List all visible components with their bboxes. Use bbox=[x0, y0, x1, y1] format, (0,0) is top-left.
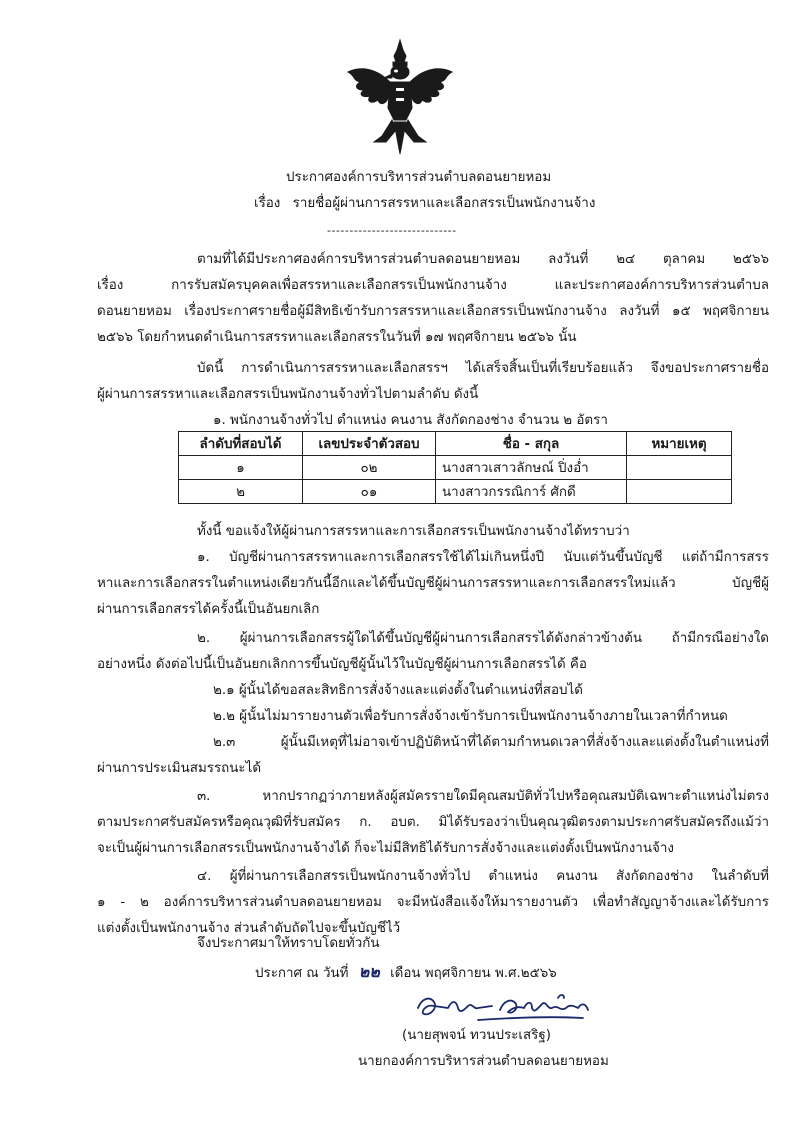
condition-2-3-line-1: ๒.๓ ผู้นั้นมีเหตุที่ไม่อาจเข้าปฏิบัติหน้าที่ได้ตามกำหนดเวลาที่สั่งจ้างและแต่งตั้งในตำแหน่งที่ bbox=[213, 735, 769, 750]
condition-3-line-1: ๓. หากปรากฏว่าภายหลังผู้สมัครรายใดมีคุณสมบัติทั่วไปหรือคุณสมบัติเฉพาะตำแหน่งไม่ตรง bbox=[197, 789, 769, 804]
intro-line-3: ดอนยายหอม เรื่องประกาศรายชื่อผู้มีสิทธิเข้ารับการสรรหาและเลือกสรรเป็นพนักงานจ้าง ลงวันที่ ๑๕ พฤศจิกายน bbox=[97, 304, 769, 319]
table-header-row bbox=[179, 432, 732, 456]
cell-exam-no: ๐๒ bbox=[303, 456, 436, 480]
conditions-intro: ทั้งนี้ ขอแจ้งให้ผู้ผ่านการสรรหาและการเลือกสรรเป็นพนักงานจ้างได้ทราบว่า bbox=[197, 524, 630, 539]
condition-2-2: ๒.๒ ผู้นั้นไม่มารายงานตัวเพื่อรับการสั่งจ้างเข้ารับการเป็นพนักงานจ้างภายในเวลาที่กำหนด bbox=[213, 709, 728, 724]
condition-4-line-3: แต่งตั้งเป็นพนักงานจ้าง ส่วนลำดับถัดไปจะขึ้นบัญชีไว้ bbox=[97, 921, 401, 936]
header-rank: ลำดับที่สอบได้ bbox=[179, 432, 303, 456]
intro-line-1: ตามที่ได้มีประกาศองค์การบริหารส่วนตำบลดอนยายหอม ลงวันที่ ๒๔ ตุลาคม ๒๕๖๖ bbox=[197, 252, 769, 267]
condition-2-line-2: อย่างหนึ่ง ดังต่อไปนี้เป็นอันยกเลิกการขึ้นบัญชีผู้นั้นไว้ในบัญชีผู้ผ่านการเลือกสรรได้ คือ bbox=[97, 657, 587, 672]
position-line: ๑. พนักงานจ้างทั่วไป ตำแหน่ง คนงาน สังกัดกองช่าง จำนวน ๒ อัตรา bbox=[213, 413, 608, 428]
cell-exam-no: ๐๑ bbox=[303, 480, 436, 504]
divider: ----------------------------- bbox=[327, 224, 457, 237]
condition-2-1: ๒.๑ ผู้นั้นได้ขอสละสิทธิการสั่งจ้างและแต่งตั้งในตำแหน่งที่สอบได้ bbox=[213, 683, 583, 698]
garuda-emblem-icon bbox=[346, 38, 454, 156]
now-line-2: ผู้ผ่านการสรรหาและเลือกสรรเป็นพนักงานจ้างทั่วไปตามลำดับ ดังนี้ bbox=[97, 387, 479, 402]
cell-name: นางสาวกรรณิการ์ ศักดี bbox=[436, 480, 627, 504]
condition-4-line-2: ๑ - ๒ องค์การบริหารส่วนตำบลดอนยายหอม จะมีหนังสือแจ้งให้มารายงานตัว เพื่อทำสัญญาจ้างและได้รับการ bbox=[97, 895, 769, 910]
condition-1-line-1: ๑. บัญชีผ่านการสรรหาและการเลือกสรรใช้ได้ไม่เกินหนึ่งปี นับแต่วันขึ้นบัญชี แต่ถ้ามีการสรร bbox=[197, 550, 769, 565]
subject-label: เรื่อง bbox=[254, 196, 281, 211]
cell-note bbox=[627, 456, 732, 480]
condition-3-line-2: ตามประกาศรับสมัครหรือคุณวุฒิที่รับสมัคร ก. อบต. มิได้รับรองว่าเป็นคุณวุฒิตรงตามประกาศรับสมัครถึงแม้ว่า bbox=[97, 815, 769, 830]
signer-position: นายกองค์การบริหารส่วนตำบลดอนยายหอม bbox=[358, 1054, 609, 1069]
subject-text: รายชื่อผู้ผ่านการสรรหาและเลือกสรรเป็นพนักงานจ้าง bbox=[292, 196, 596, 211]
intro-line-2: เรื่อง การรับสมัครบุคคลเพื่อสรรหาและเลือกสรรเป็นพนักงานจ้าง และประกาศองค์การบริหารส่วนตำบล bbox=[97, 278, 769, 293]
condition-1-line-3: ผ่านการเลือกสรรได้ครั้งนี้เป็นอันยกเลิก bbox=[97, 602, 320, 617]
cell-name: นางสาวเสาวลักษณ์ ปิ่งอ่ำ bbox=[436, 456, 627, 480]
cell-rank: ๑ bbox=[179, 456, 303, 480]
condition-1-line-2: หาและการเลือกสรรในตำแหน่งเดียวกันนี้อีกและได้ขึ้นบัญชีผู้ผ่านการสรรหาและการเลือกสรรใหม่แล้ว บัญชีผู้ bbox=[97, 576, 769, 591]
header-name: ชื่อ - สกุล bbox=[436, 432, 627, 456]
signer-name: (นายสุพจน์ ทวนประเสริฐ) bbox=[402, 1028, 551, 1043]
date-suffix: เดือน พฤศจิกายน พ.ศ.๒๕๖๖ bbox=[390, 966, 557, 981]
announcement-title: ประกาศองค์การบริหารส่วนตำบลดอนยายหอม bbox=[286, 170, 552, 185]
date-day: ๒๒ bbox=[358, 962, 380, 981]
closing-line: จึงประกาศมาให้ทราบโดยทั่วกัน bbox=[197, 936, 380, 951]
condition-2-line-1: ๒. ผู้ผ่านการเลือกสรรผู้ใดได้ขึ้นบัญชีผู้ผ่านการเลือกสรรได้ดังกล่าวข้างต้น ถ้ามีกรณีอย่างใด bbox=[197, 631, 769, 646]
table-row bbox=[179, 480, 732, 504]
subject-line bbox=[254, 192, 595, 213]
now-line-1: บัดนี้ การดำเนินการสรรหาและเลือกสรรฯ ได้เสร็จสิ้นเป็นที่เรียบร้อยแล้ว จึงขอประกาศรายชื่อ bbox=[197, 361, 769, 376]
cell-note bbox=[627, 480, 732, 504]
condition-4-line-1: ๔. ผู้ที่ผ่านการเลือกสรรเป็นพนักงานจ้างทั่วไป ตำแหน่ง คนงาน สังกัดกองช่าง ในลำดับที่ bbox=[197, 869, 769, 884]
announcement-date bbox=[255, 960, 557, 985]
condition-2-3-line-2: ผ่านการประเมินสมรรถนะได้ bbox=[97, 761, 262, 776]
candidate-table bbox=[178, 431, 732, 504]
condition-3-line-3: จะเป็นผู้ผ่านการเลือกสรรเป็นพนักงานจ้างได้ ก็จะไม่มีสิทธิได้รับการสั่งจ้างและแต่งตั้งเป็นพนักงานจ้าง bbox=[97, 841, 674, 856]
cell-rank: ๒ bbox=[179, 480, 303, 504]
header-exam-no: เลขประจำตัวสอบ bbox=[303, 432, 436, 456]
table-row bbox=[179, 456, 732, 480]
intro-line-4: ๒๕๖๖ โดยกำหนดดำเนินการสรรหาและเลือกสรรในวันที่ ๑๗ พฤศจิกายน ๒๕๖๖ นั้น bbox=[97, 330, 577, 345]
header-note: หมายเหตุ bbox=[627, 432, 732, 456]
date-prefix: ประกาศ ณ วันที่ bbox=[255, 966, 349, 981]
